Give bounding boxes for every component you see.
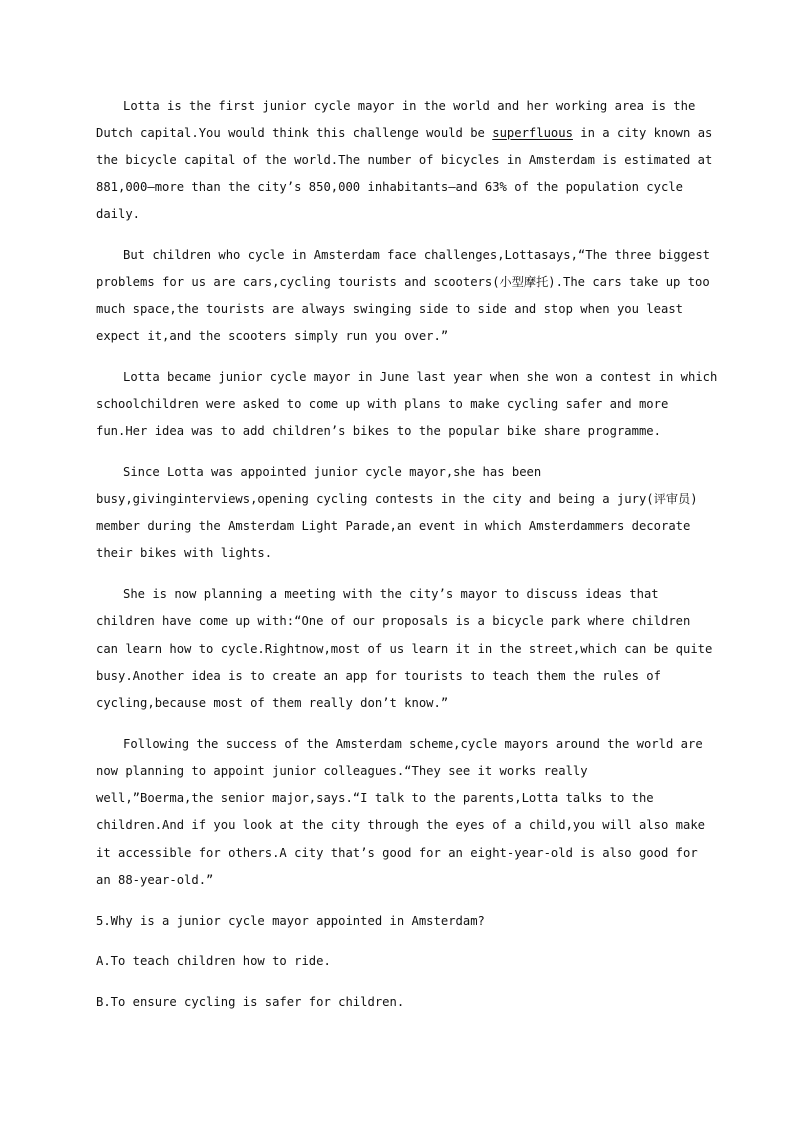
p6-line-5: it accessible for others.A city that’s good for an eight-year-old is also good for [96,846,698,860]
p1-line-2-post: in a city known as [572,126,713,140]
p2-line-2: problems for us are cars,cycling tourists and scooters(小型摩托).The cars take up too [96,275,710,289]
p3-line-1: Lotta became junior cycle mayor in June last year when she won a contest in which [123,370,718,384]
p6-line-3: well,”Boerma,the senior major,says.“I talk to the parents,Lotta talks to the [96,791,654,805]
p2-line-4: expect it,and the scooters simply run you over.” [96,329,449,343]
p3-line-3: fun.Her idea was to add children’s bikes to the popular bike share programme. [96,424,661,438]
p1-line-5: daily. [96,207,141,221]
p3-line-2: schoolchildren were asked to come up with plans to make cycling safer and more [96,397,669,411]
p6-line-2: now planning to appoint junior colleagues.“They see it works really [96,764,588,778]
p1-line-3: the bicycle capital of the world.The number of bicycles in Amsterdam is estimated at [96,153,713,167]
option-b: B.To ensure cycling is safer for children. [96,995,405,1009]
p4-line-4: their bikes with lights. [96,546,273,560]
p1-line-1: Lotta is the first junior cycle mayor in the world and her working area is the [123,99,696,113]
question-stem: 5.Why is a junior cycle mayor appointed in Amsterdam? [96,914,485,928]
p1-line-2-pre: Dutch capital.You would think this challenge would be [96,126,493,140]
p5-line-1: She is now planning a meeting with the city’s mayor to discuss ideas that [123,587,659,601]
p1-line-4: 881,000—more than the city’s 850,000 inhabitants—and 63% of the population cycle [96,180,683,194]
p1-line-2 [96,125,712,141]
p4-line-3: member during the Amsterdam Light Parade,an event in which Amsterdammers decorate [96,519,691,533]
p5-line-3: can learn how to cycle.Rightnow,most of us learn it in the street,which can be quite [96,642,713,656]
p2-line-3: much space,the tourists are always swinging side to side and stop when you least [96,302,683,316]
p4-line-1: Since Lotta was appointed junior cycle mayor,she has been [123,465,542,479]
p6-line-6: an 88-year-old.” [96,873,214,887]
p5-line-2: children have come up with:“One of our proposals is a bicycle park where children [96,614,691,628]
p4-line-2: busy,givinginterviews,opening cycling contests in the city and being a jury(评审员) [96,492,698,506]
option-a: A.To teach children how to ride. [96,954,331,968]
p6-line-1: Following the success of the Amsterdam scheme,cycle mayors around the world are [123,737,703,751]
p5-line-4: busy.Another idea is to create an app for tourists to teach them the rules of [96,669,661,683]
p6-line-4: children.And if you look at the city through the eyes of a child,you will also make [96,818,706,832]
p2-line-1: But children who cycle in Amsterdam face challenges,Lottasays,“The three biggest [123,248,710,262]
underlined-word-superfluous: superfluous [492,126,573,140]
p5-line-5: cycling,because most of them really don’t know.” [96,696,449,710]
